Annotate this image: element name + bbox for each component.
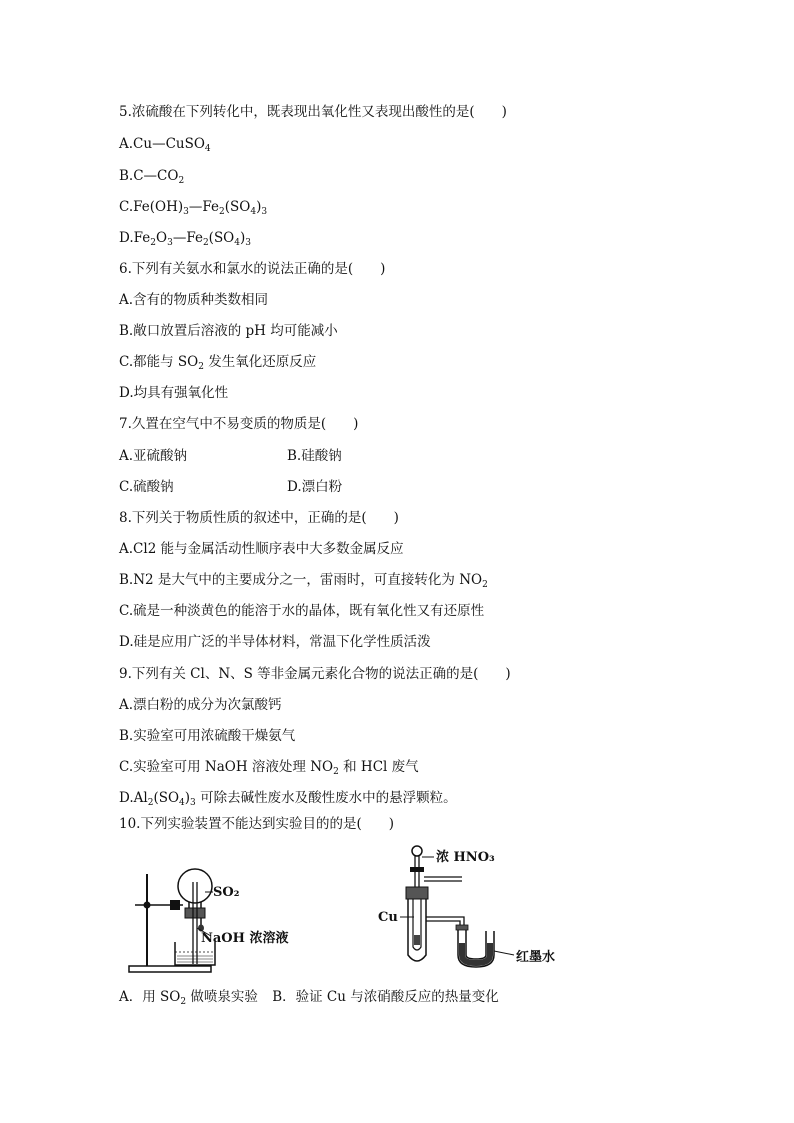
question-7-option-d: D.漂白粉 (287, 479, 343, 495)
copper-pieces (414, 935, 420, 945)
question-8-option-d: D.硅是应用广泛的半导体材料，常温下化学性质活泼 (119, 634, 431, 650)
clamp-jaw (170, 900, 180, 910)
figure-b-label-ink: 红墨水 (516, 950, 556, 965)
red-ink-liquid (459, 943, 493, 966)
question-7-options-row-1 (119, 447, 342, 465)
figure-b-label-acid: 浓 HNO₃ (436, 850, 495, 865)
question-7-option-b: B.硅酸钠 (287, 448, 342, 464)
question-7-stem: 7.久置在空气中不易变质的物质是( ) (119, 416, 359, 432)
question-9-option-a: A.漂白粉的成分为次氯酸钙 (119, 697, 282, 713)
rubber-stopper (185, 908, 205, 918)
question-9-stem: 9.下列有关 Cl、N、S 等非金属元素化合物的说法正确的是( ) (119, 666, 511, 682)
question-10-option-a: A．用 $SO_2$ 做喷泉实验 (119, 989, 258, 1007)
question-6-option-d: D.均具有强氧化性 (119, 385, 229, 401)
question-6-stem: 6.下列有关氨水和氯水的说法正确的是( ) (119, 261, 386, 277)
question-5-option-a: A.Cu—CuSO$_4$ (119, 136, 211, 154)
question-5-option-d: $D.Fe_2O_3—Fe_2(SO_4)_3$ (119, 230, 252, 248)
question-9-option-c: C.实验室可用 NaOH 溶液处理 $NO_2$ 和 HCl 废气 (119, 759, 419, 777)
question-9-option-b: B.实验室可用浓硫酸干燥氨气 (119, 728, 296, 744)
question-7-option-c: C.硫酸钠 (119, 479, 174, 495)
test-tube (408, 899, 426, 961)
question-6-option-a: A.含有的物质种类数相同 (119, 292, 269, 308)
question-7-option-a: A.亚硫酸钠 (119, 448, 188, 464)
funnel-bulb (412, 846, 422, 856)
figure-a-label-solution: NaOH 浓溶液 (201, 931, 289, 946)
question-7-options-row-2 (119, 478, 343, 496)
clamp-knob (144, 902, 151, 909)
figure-b-heat-apparatus (376, 843, 586, 973)
question-8-option-a: A.Cl2 能与金属活动性顺序表中大多数金属反应 (119, 541, 404, 557)
question-8-option-b: B.N2 是大气中的主要成分之一，雷雨时，可直接转化为 $NO_2$ (119, 572, 488, 590)
stand-base (129, 966, 211, 972)
figure-b-label-metal: Cu (378, 910, 398, 925)
question-6-option-c: C.都能与 $SO_2$ 发生氧化还原反应 (119, 354, 317, 372)
funnel-stopcock (410, 867, 424, 872)
question-10-options-row (119, 988, 499, 1006)
figure-a-label-gas: SO₂ (213, 885, 240, 900)
question-5-option-c: $C.Fe(OH)_3—Fe_2(SO_4)_3$ (119, 199, 268, 217)
question-6-option-b: B.敞口放置后溶液的 pH 均可能减小 (119, 323, 338, 339)
u-tube-stopper (456, 925, 468, 930)
question-8-stem: 8.下列关于物质性质的叙述中，正确的是( ) (119, 510, 399, 526)
test-tube-stopper (406, 887, 428, 899)
figure-a-fountain-apparatus (125, 862, 325, 977)
question-5-option-b: $B.C—CO_2$ (119, 168, 185, 186)
question-9-option-d: $D.Al_2(SO_4)_3$ 可除去碱性废水及酸性废水中的悬浮颗粒。 (119, 790, 457, 808)
question-10-stem: 10.下列实验装置不能达到实验目的的是( ) (119, 816, 395, 832)
question-5-stem: 5.浓硫酸在下列转化中，既表现出氧化性又表现出酸性的是( ) (119, 104, 507, 120)
flask-bulb (178, 869, 212, 903)
question-10-option-b: B．验证 Cu 与浓硝酸反应的热量变化 (272, 989, 499, 1005)
question-8-option-c: C.硫是一种淡黄色的能溶于水的晶体，既有氧化性又有还原性 (119, 603, 485, 619)
